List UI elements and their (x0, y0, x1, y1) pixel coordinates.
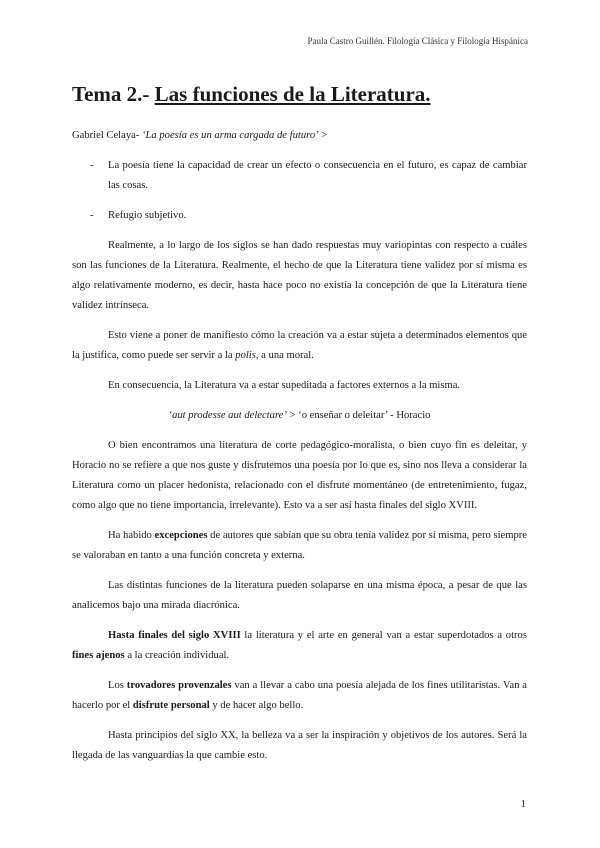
bullet-text: La poesía tiene la capacidad de crear un efecto o consecuencia en el futuro, es capaz de cambiar las cosas. (108, 160, 527, 191)
bullet-marker: - (90, 160, 94, 171)
text-span: Ha habido (108, 530, 155, 541)
title-prefix: Tema 2.- (72, 82, 155, 106)
paragraph: En consecuencia, la Literatura va a estar supeditada a factores externos a la misma. (108, 380, 461, 391)
emphasis: Hasta finales del siglo XVIII (108, 630, 241, 641)
text-span: y de hacer algo bello. (209, 700, 304, 711)
title-main: Las funciones de la Literatura. (154, 82, 431, 106)
horacio-quote (72, 406, 527, 426)
polis-term: polis (235, 350, 256, 361)
text-span: la literatura y el arte en general van a estar superdotados a otros (240, 630, 527, 641)
paragraph: Hasta principios del siglo XX, la belleza va a ser la inspiración y objetivos de los autores. Será la llegada de las vanguardias la que cambie esto. (72, 730, 527, 761)
paragraph (72, 676, 527, 716)
paragraph: Realmente, a lo largo de los siglos se han dado respuestas muy variopintas con respecto a cuáles son las funciones de la Literatura. Realmente, el hecho de que la Literatura tiene validez por sí misma es algo relativamente moderno, es decir, hasta hace poco no existía la concepción de que la Literatura tiene validez intrínseca. (72, 240, 527, 311)
text-span: Los (108, 680, 127, 691)
page-title (72, 82, 431, 107)
text-span: a la creación individual. (124, 650, 230, 661)
running-header: Paula Castro Guillén. Filología Clásica y Filología Hispánica (307, 36, 528, 46)
paragraph (72, 326, 527, 366)
paragraph: Las distintas funciones de la literatura pueden solaparse en una misma época, a pesar de que las analicemos bajo una mirada diacrónica. (72, 580, 527, 611)
document-body (72, 126, 527, 766)
emphasis: fines ajenos (72, 650, 125, 661)
list-item (72, 156, 527, 196)
latin-quote: ‘aut prodesse aut delectare’ (168, 410, 287, 421)
bullet-marker: - (90, 210, 94, 221)
emphasis: excepciones (154, 530, 208, 541)
quote-author: Gabriel Celaya- (72, 130, 143, 141)
quote-text: ‘La poesía es un arma cargada de futuro’ (142, 130, 319, 141)
paragraph: O bien encontramos una literatura de corte pedagógico-moralista, o bien cuyo fin es deleitar, y Horacio no se refiere a que nos guste y disfrutemos una poesía por lo que es, sino nos lleva a considerar la Literatura como un placer hedonista, relacionado con el disfrute momentáneo (de entretenimiento, fugaz, como algo que no tiene importancia, irrelevante). Esto va a ser así hasta finales del siglo XVIII. (72, 440, 527, 511)
translation: > ‘o enseñar o deleitar’ - Horacio (286, 410, 431, 421)
quote-suffix: > (318, 130, 328, 141)
list-item (72, 206, 527, 226)
text-span: de autores que sabían que su obra tenía validez por sí misma, pero siempre se valoraban en tanto a una función concreta y externa. (72, 530, 527, 561)
quote-line (72, 126, 527, 146)
text-span: , a una moral. (255, 350, 314, 361)
emphasis: trovadores provenzales (126, 680, 232, 691)
page-number: 1 (520, 798, 526, 810)
paragraph (72, 626, 527, 666)
bullet-text: Refugio subjetivo. (108, 210, 187, 221)
text-span: van a llevar a cabo una poesía alejada de los fines utilitaristas. Van a hacerlo por el (72, 680, 527, 711)
paragraph (72, 526, 527, 566)
emphasis: disfrute personal (132, 700, 210, 711)
text-span: Esto viene a poner de manifiesto cómo la creación va a estar sujeta a determinados elementos que la justifica, como puede ser servir a la (72, 330, 527, 361)
